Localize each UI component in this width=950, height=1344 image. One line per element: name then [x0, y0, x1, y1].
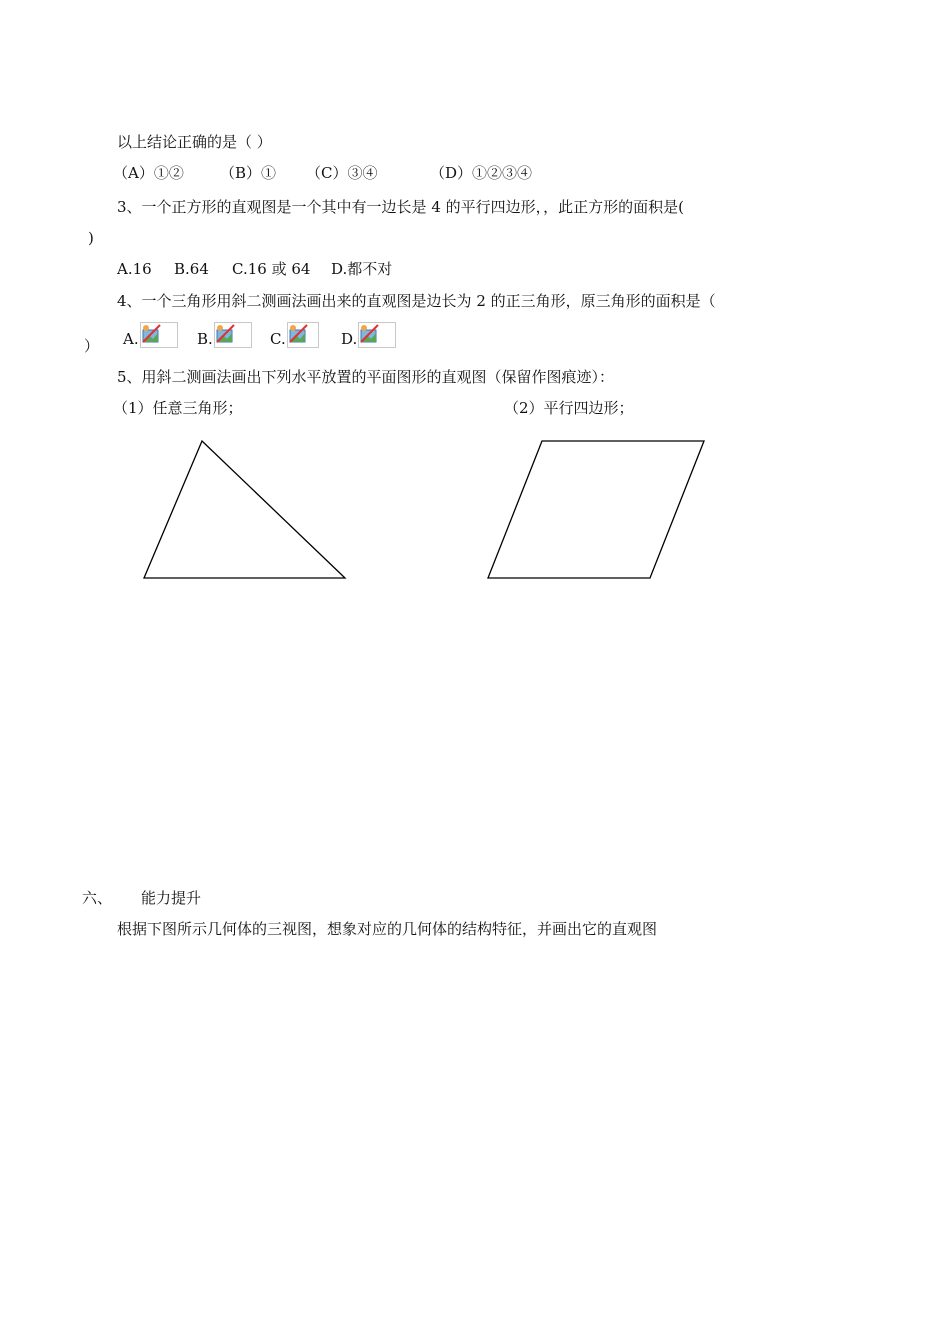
option-c-q4-label: C.: [270, 330, 286, 348]
option-d-prev: （D）①②③④: [430, 164, 533, 182]
option-b-prev: （B）①: [220, 164, 277, 182]
option-c-q3: C.16 或 64: [232, 260, 311, 278]
section-6-title: 能力提升: [141, 889, 202, 907]
section-6-text: 根据下图所示几何体的三视图，想象对应的几何体的结构特征，并画出它的直观图: [117, 920, 658, 938]
broken-image-icon: [140, 322, 178, 348]
triangle-figure: [135, 435, 355, 585]
broken-image-icon: [358, 322, 396, 348]
question-5-sub2: （2）平行四边形；: [504, 399, 634, 417]
question-3-text: 3、一个正方形的直观图是一个其中有一边长是 4 的平行四边形，，此正方形的面积是(: [117, 198, 684, 216]
option-d-q3: D.都不对: [331, 260, 393, 278]
parallelogram-shape: [488, 441, 704, 578]
conclusion-text: 以上结论正确的是（ ）: [117, 133, 272, 151]
option-b-q4-label: B.: [197, 330, 213, 348]
broken-image-icon: [287, 322, 319, 348]
question-4-wrap: ）: [84, 337, 100, 355]
option-a-q3: A.16: [117, 260, 152, 278]
option-d-q4: [341, 322, 396, 348]
option-b-q3: B.64: [174, 260, 209, 278]
option-c-q4: [270, 322, 319, 348]
question-4-text: 4、一个三角形用斜二测画法画出来的直观图是边长为 2 的正三角形，原三角形的面积是（: [117, 292, 716, 310]
option-c-prev: （C）③④: [306, 164, 378, 182]
option-d-q4-label: D.: [341, 330, 358, 348]
parallelogram-figure: [480, 435, 710, 585]
option-b-q4: [197, 322, 252, 348]
broken-image-icon: [214, 322, 252, 348]
question-5-text: 5、用斜二测画法画出下列水平放置的平面图形的直观图（保留作图痕迹）：: [117, 368, 615, 386]
section-6-number: 六、: [82, 889, 113, 907]
question-5-sub1: （1）任意三角形；: [113, 399, 243, 417]
question-3-wrap: ): [88, 229, 94, 247]
option-a-q4-label: A.: [123, 330, 139, 348]
triangle-shape: [144, 441, 345, 578]
option-a-q4: [123, 322, 178, 348]
option-a-prev: （A）①②: [113, 164, 184, 182]
